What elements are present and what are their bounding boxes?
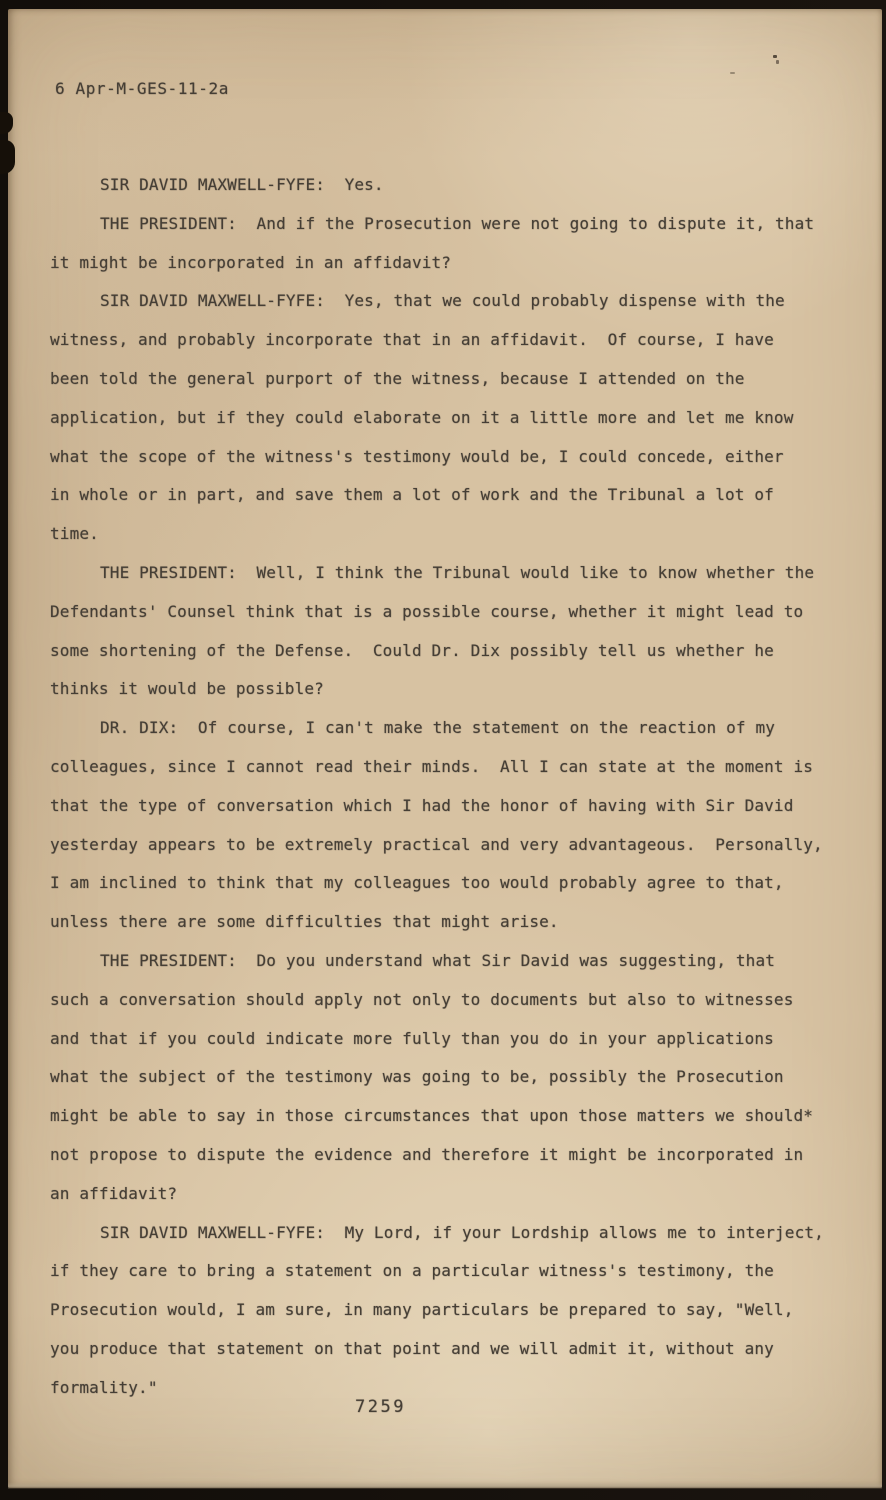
typed-line: application, but if they could elaborate on it a little more and let me know xyxy=(50,407,794,427)
transcript-body xyxy=(50,175,824,1417)
page-header-code: 6 Apr-M-GES-11-2a xyxy=(55,79,229,98)
typed-line: that the type of conversation which I had the honor of having with Sir David xyxy=(50,795,794,815)
typed-line: unless there are some difficulties that might arise. xyxy=(50,912,559,932)
typed-line: yesterday appears to be extremely practical and very advantageous. Personally, xyxy=(50,834,823,854)
typed-line: DR. DIX: Of course, I can't make the statement on the reaction of my xyxy=(100,718,776,738)
typed-line: witness, and probably incorporate that in an affidavit. Of course, I have xyxy=(50,330,774,350)
typed-line: an affidavit? xyxy=(50,1183,178,1203)
ink-speck xyxy=(730,72,735,74)
typed-line: SIR DAVID MAXWELL-FYFE: Yes, that we could probably dispense with the xyxy=(100,291,785,311)
document-page xyxy=(8,9,882,1488)
typed-line: if they care to bring a statement on a particular witness's testimony, the xyxy=(50,1261,774,1281)
typed-line: time. xyxy=(50,524,99,544)
typed-line: formality." xyxy=(50,1377,158,1397)
page-number: 7259 xyxy=(355,1397,406,1417)
typed-line: not propose to dispute the evidence and therefore it might be incorporated in xyxy=(50,1144,804,1164)
typed-line: THE PRESIDENT: Do you understand what Sir David was suggesting, that xyxy=(100,950,776,970)
typed-line: what the subject of the testimony was going to be, possibly the Prosecution xyxy=(50,1067,784,1087)
typed-line: THE PRESIDENT: Well, I think the Tribunal would like to know whether the xyxy=(100,562,815,582)
typed-line: you produce that statement on that point and we will admit it, without any xyxy=(50,1338,774,1358)
typed-line: SIR DAVID MAXWELL-FYFE: Yes. xyxy=(100,175,384,194)
ink-speck xyxy=(773,55,777,58)
typed-line: THE PRESIDENT: And if the Prosecution were not going to dispute it, that xyxy=(100,213,815,233)
typed-line: some shortening of the Defense. Could Dr. Dix possibly tell us whether he xyxy=(50,640,774,660)
typed-line: SIR DAVID MAXWELL-FYFE: My Lord, if your Lordship allows me to interject, xyxy=(100,1222,824,1242)
typed-line: in whole or in part, and save them a lot of work and the Tribunal a lot of xyxy=(50,485,774,505)
typed-line: such a conversation should apply not only to documents but also to witnesses xyxy=(50,989,794,1009)
typed-line: it might be incorporated in an affidavit? xyxy=(50,252,452,272)
typed-line: I am inclined to think that my colleagues too would probably agree to that, xyxy=(50,873,784,893)
typed-line: and that if you could indicate more fully than you do in your applications xyxy=(50,1028,774,1048)
typed-line: might be able to say in those circumstances that upon those matters we should* xyxy=(50,1106,814,1126)
typed-line: colleagues, since I cannot read their minds. All I can state at the moment is xyxy=(50,756,814,776)
typed-line: been told the general purport of the witness, because I attended on the xyxy=(50,368,745,388)
ink-speck xyxy=(776,60,779,64)
typed-line: Defendants' Counsel think that is a possible course, whether it might lead to xyxy=(50,601,804,621)
typed-line: thinks it would be possible? xyxy=(50,679,324,699)
paper-edge-tear xyxy=(0,140,15,174)
typed-line: what the scope of the witness's testimony would be, I could concede, either xyxy=(50,446,784,466)
typed-line: Prosecution would, I am sure, in many particulars be prepared to say, "Well, xyxy=(50,1300,794,1320)
